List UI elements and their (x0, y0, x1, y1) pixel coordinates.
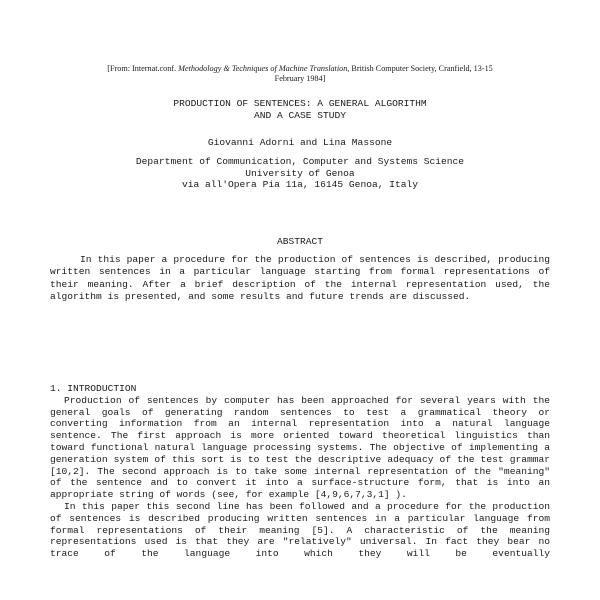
source-prefix: [From: Internat.conf. (107, 64, 179, 73)
abstract (50, 254, 550, 304)
affiliation-department: Department of Communication, Computer and Systems Science (135, 156, 465, 167)
paper-title-line2: AND A CASE STUDY (253, 109, 347, 121)
source-note (90, 64, 510, 84)
introduction-heading: 1. INTRODUCTION (50, 383, 137, 394)
abstract-heading: ABSTRACT (276, 236, 324, 247)
affiliation (0, 156, 600, 191)
introduction-section (50, 383, 550, 560)
source-date: February 1984] (274, 74, 326, 83)
affiliation-university: University of Genoa (245, 167, 355, 179)
source-suffix: , British Computer Society, Cranfield, 13-15 (347, 64, 493, 73)
affiliation-address: via all'Opera Pia 11a, 16145 Genoa, Italy (181, 179, 419, 190)
introduction-paragraph-1: Production of sentences by computer has been approached for several years with the general goals of generating random sentences to test a grammatical theory or converting information from an internal representation into a natural language sentence. The first approach is more oriented toward theoretical linguistics than toward functional natural language processing systems. The objective of implementing a generation system of this sort is to test the descriptive adequacy of the test grammar [10,2]. The second approach is to take some internal representation of the "meaning" of the sentence and to convert it into a surface-structure form, that is into an appropriate string of words (see, for example [4,9,6,7,3,1] ). (50, 394, 550, 501)
paper-title (0, 98, 600, 121)
source-conference-title: Methodology & Techniques of Machine Translation (178, 64, 348, 73)
introduction-paragraph-2: In this paper this second line has been followed and a procedure for the production of sentences is described producing written sentences in a particular language from formal representations of their meaning [5]. A characteristic of the meaning representations used is that they are "relatively" universal. In fact they bear no trace of the language into which they will be eventually (50, 500, 550, 560)
abstract-text: In this paper a procedure for the production of sentences is described, producing written sentences in a particular language starting from formal representations of their meaning. After a brief description of the internal representation used, the algorithm is presented, and some results and future trends are discussed. (50, 254, 550, 303)
paper-title-line1: PRODUCTION OF SENTENCES: A GENERAL ALGORITHM (173, 98, 427, 109)
authors: Giovanni Adorni and Lina Massone (207, 137, 393, 148)
